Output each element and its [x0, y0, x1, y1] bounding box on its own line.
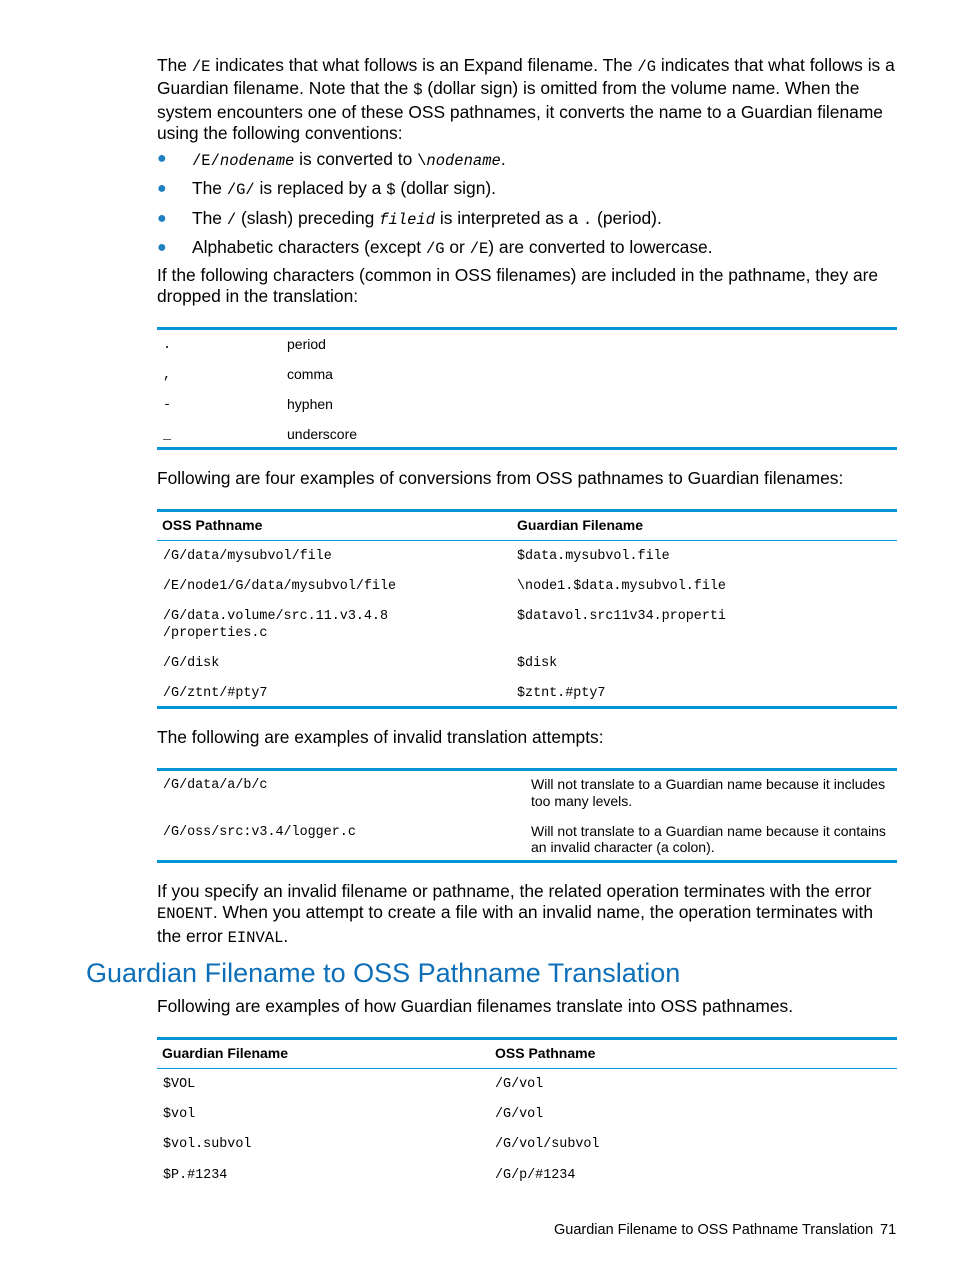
table-cell: /G/p/#1234 [495, 1168, 576, 1183]
dropped-intro: If the following characters (common in OSS filenames) are included in the pathname, they are dropped in the translation: [157, 265, 879, 307]
table-cell: $datavol.src11v34.properti [517, 609, 726, 624]
table-cell: $VOL [163, 1077, 196, 1092]
table-bottom-rule [157, 860, 897, 863]
examples-intro: Following are four examples of conversions from OSS pathnames to Guardian filenames: [157, 468, 844, 488]
table-cell: underscore [287, 426, 358, 442]
table-cell: /properties.c [163, 626, 268, 641]
bullet-item: The /G/ is replaced by a $ (dollar sign). [192, 178, 497, 199]
table-top-rule [157, 1037, 897, 1040]
table-cell: $data.mysubvol.file [517, 549, 670, 564]
bullet-icon: ● [157, 239, 167, 256]
table-header: OSS Pathname [495, 1045, 596, 1061]
table-cell: \node1.$data.mysubvol.file [517, 579, 726, 594]
footer-title: Guardian Filename to OSS Pathname Translation [554, 1222, 874, 1238]
table-header: Guardian Filename [517, 517, 644, 533]
bullet-icon: ● [157, 210, 167, 227]
table-cell: /G/oss/src:v3.4/logger.c [163, 825, 356, 840]
table-cell: Will not translate to a Guardian name because it contains [531, 823, 886, 839]
table-bottom-rule [157, 447, 897, 450]
table-cell: _ [163, 428, 172, 443]
table-cell: /G/data.volume/src.11.v3.4.8 [163, 609, 388, 624]
table-cell: /G/data/a/b/c [163, 778, 268, 793]
table-cell: $ztnt.#pty7 [517, 686, 606, 701]
table-top-rule [157, 768, 897, 771]
section-intro: Following are examples of how Guardian filenames translate into OSS pathnames. [157, 996, 794, 1016]
table-top-rule [157, 327, 897, 330]
table-cell: /G/vol [495, 1077, 544, 1092]
table-cell: comma [287, 366, 333, 382]
table-cell: /G/vol/subvol [495, 1137, 600, 1152]
table-cell: $disk [517, 656, 558, 671]
bullet-item: /E/nodename is converted to \nodename. [192, 149, 506, 170]
table-cell: /G/vol [495, 1107, 544, 1122]
table-header: OSS Pathname [162, 517, 263, 533]
table-cell: . [163, 338, 172, 353]
bullet-item: Alphabetic characters (except /G or /E) are converted to lowercase. [192, 237, 713, 258]
table-cell: /E/node1/G/data/mysubvol/file [163, 579, 397, 594]
table-header-rule [157, 1068, 897, 1069]
invalid-intro: The following are examples of invalid translation attempts: [157, 727, 604, 747]
table-cell: an invalid character (a colon). [531, 839, 715, 855]
table-header-rule [157, 540, 897, 541]
bullet-item: The / (slash) preceding fileid is interpreted as a . (period). [192, 208, 662, 229]
intro-paragraph: The /E indicates that what follows is an Expand filename. The /G indicates that what follows is a Guardian filename. Note that the $ (dollar sign) is omitted from the volume name. When the system encounters one of these OSS pathnames, it converts the name to a Guardian filename using the following conventions: [157, 55, 895, 143]
table-cell: - [163, 398, 172, 413]
section-heading: Guardian Filename to OSS Pathname Translation [86, 958, 681, 988]
table-cell: , [163, 368, 172, 383]
table-cell: period [287, 336, 326, 352]
table-top-rule [157, 509, 897, 512]
table-cell: hyphen [287, 396, 333, 412]
table-bottom-rule [157, 706, 897, 709]
table-cell: /G/ztnt/#pty7 [163, 686, 268, 701]
table-cell: too many levels. [531, 793, 633, 809]
error-paragraph: If you specify an invalid filename or pathname, the related operation terminates with the error ENOENT. When you attempt to create a file with an invalid name, the operation terminates with the error EINVAL. [157, 881, 874, 947]
table-cell: Will not translate to a Guardian name because it includes [531, 776, 886, 792]
bullet-icon: ● [157, 180, 167, 197]
table-cell: /G/data/mysubvol/file [163, 549, 332, 564]
table-cell: $vol.subvol [163, 1137, 252, 1152]
table-cell: /G/disk [163, 656, 220, 671]
page-number: 71 [880, 1222, 897, 1238]
table-cell: $vol [163, 1107, 196, 1122]
bullet-icon: ● [157, 150, 167, 167]
table-header: Guardian Filename [162, 1045, 289, 1061]
table-cell: $P.#1234 [163, 1168, 228, 1183]
